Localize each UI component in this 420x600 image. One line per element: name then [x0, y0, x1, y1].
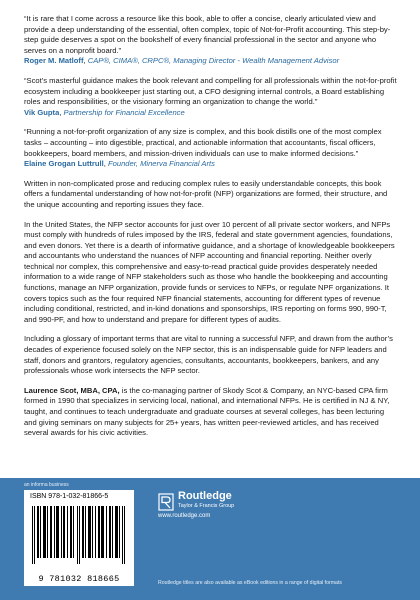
author-bio	[24, 386, 398, 439]
endorsement-text: “Running a not-for-profit organization of any size is complex, and this book distills one of the most complex tasks – accounting – into digestible, practical, and actionable information that accountants, fiscal officers, bookkeepers, board members, and mission-driven individuals can use to make informed decisions.”	[24, 127, 382, 158]
informa-tagline: an informa business	[24, 482, 69, 488]
endorser-role: Founder, Minerva Financial Arts	[107, 159, 215, 169]
endorsement-2: “Scot’s masterful guidance makes the book relevant and compelling for all professionals within the not-for-profit ecosystem including a bookkeeper just starting out, a CFO designing internal controls, a Board establishing roles and responsibilities, or the visionary forming an organization to change the world.” Vik Gupta, Partnership for Financial Excellence	[24, 75, 397, 117]
back-cover-text	[24, 14, 398, 448]
publisher-url[interactable]: www.routledge.com	[158, 513, 211, 519]
endorsement-text: “It is rare that I come across a resource like this book, able to offer a concise, clearly articulated view and provide a deep understanding of the essential, often complex, topic of Not-for-Profit accounting. This step-by-step guide deserves a spot on the bookshelf of every financial professional in the sector and anyone who serves on a nonprofit board.”	[24, 14, 391, 55]
publisher-name: Routledge	[178, 490, 232, 502]
endorsement-3: “Running a not-for-profit organization of any size is complex, and this book distills one of the most complex tasks – accounting – into digestible, practical, and actionable information that accountants, fiscal officers, bookkeepers, board members, and mission-driven individuals can use to make informed decisions.” Elaine Grogan Luttrull, Founder, Minerva Financial Arts	[24, 127, 398, 169]
endorser-name: Roger M. Matloff	[24, 56, 84, 66]
endorser-role: CAP®, CIMA®, CRPC®, Managing Director - Wealth Management Advisor	[87, 56, 340, 66]
endorser-role: Partnership for Financial Excellence	[63, 107, 185, 117]
author-name: Laurence Scot, MBA, CPA,	[24, 385, 120, 395]
endorser-name: Elaine Grogan Luttrull	[24, 159, 104, 169]
barcode-icon	[32, 506, 126, 564]
barcode-number: 9 781032 818665	[38, 574, 120, 584]
description-paragraph: Including a glossary of important terms that are vital to running a successful NFP, and drawn from the author’s decades of experience focused solely on the NFP sector, this is an indispensable guide for NFP leaders and staff, donors and grantors, regulatory agencies, consultants, accountants, bookkeepers, bankers, and any professionals whose work intersects the NFP sector.	[24, 334, 393, 376]
ebook-note: Routledge titles are also available as eBook editions in a range of digital formats	[158, 580, 342, 586]
isbn-label: ISBN 978-1-032-81866-5	[30, 493, 109, 500]
endorsement-text: “Scot’s masterful guidance makes the book relevant and compelling for all professionals within the not-for-profit ecosystem including a bookkeeper just starting out, a CFO designing internal controls, a Board establishing roles and responsibilities, or the visionary forming an organization to change the world.”	[24, 75, 397, 107]
endorsement-1: “It is rare that I come across a resource like this book, able to offer a concise, clearly articulated view and provide a deep understanding of the essential, often complex, topic of Not-for-Profit accounting. This step-by-step guide deserves a spot on the bookshelf of every financial professional in the sector and anyone who serves on a nonprofit board.” Roger M. Matloff, CAP®, CIMA®, CRPC®, Managing Director - Wealth Management Advisor	[24, 14, 398, 67]
author-bio-text: is the co-managing partner of Skody Scot & Company, an NYC-based CPA firm formed in 1990 that specializes in servicing local, national, and international NFPs. He is certified in NJ & NY, taught, and continues to teach undergraduate and graduate courses at several colleges, has been lecturing and giving seminars on many subjects for 25+ years, has written peer-reviewed articles, and has received several awards for his civic activities.	[24, 385, 390, 438]
routledge-logo-icon	[158, 492, 174, 512]
description-paragraph: In the United States, the NFP sector accounts for just over 10 percent of all private sector workers, and NFPs must comply with hundreds of rules imposed by the IRS, federal and state government agencies, foundations, and even donors. Yet there is a dearth of informative guidance, and a shortage of knowledgeable bookkeepers and accountants who understand the nuances of NFP accounting and financial reporting. Neither overly technical nor complex, this comprehensive and easy-to-read practical guide provides desperately needed information to a wide range of NFP stakeholders such as those who handle the bookkeeping and accounting functions, manage an NFP organization, provide funds or services to NFPs, or regulate NPF organizations. It covers topics such as the four required NFP financial statements, accounting for different types of revenue including conditional, restricted, and in-kind donations and sponsorships, IRS reporting on forms 990, 990-T, and 990-PF, and how to understand and prepare for different types of audits.	[24, 219, 395, 324]
footer-band	[0, 478, 420, 600]
barcode-box	[24, 490, 134, 586]
publisher-subtitle: Taylor & Francis Group	[178, 503, 235, 509]
description-paragraph: Written in non-complicated prose and reducing complex rules to easily understandable concepts, this book offers a fundamental understanding of how not-for-profit (NFP) organizations are formed, their structure, and the unique accounting and reporting issues they face.	[24, 178, 388, 209]
endorser-name: Vik Gupta	[24, 107, 60, 117]
